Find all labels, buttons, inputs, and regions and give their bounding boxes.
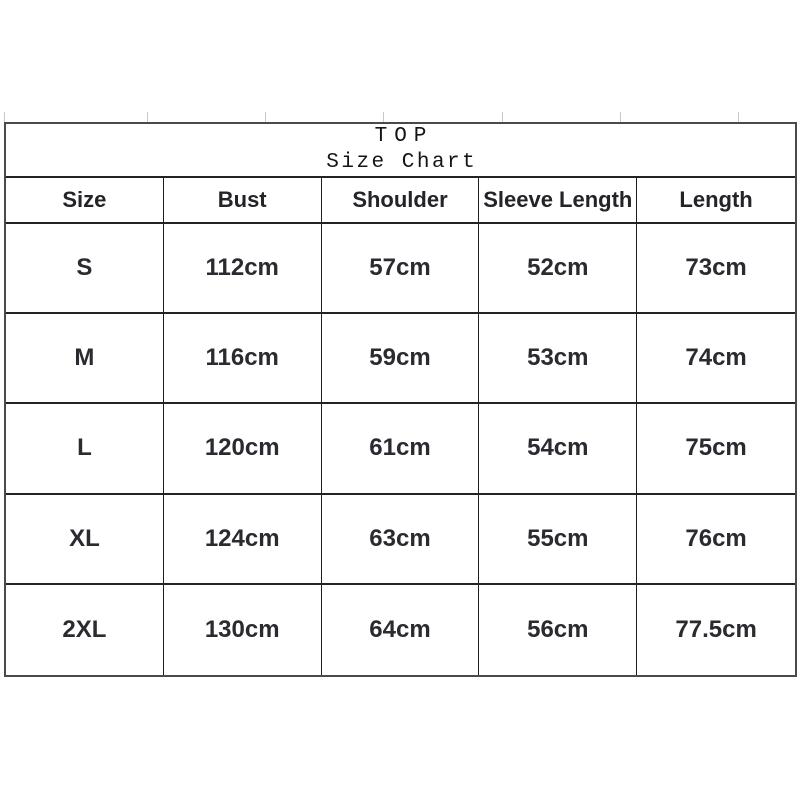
gridline-tick: [738, 112, 739, 122]
column-header-length: Length: [637, 178, 795, 224]
table-cell-2xl-shoulder: 64cm: [322, 585, 480, 675]
table-cell-m-sleeve-length: 53cm: [479, 314, 637, 404]
table-title-line-2: Size Chart: [326, 151, 478, 174]
column-header-shoulder: Shoulder: [322, 178, 480, 224]
table-cell-s-sleeve-length: 52cm: [479, 224, 637, 314]
table-cell-size-l: L: [6, 404, 164, 494]
table-cell-2xl-length: 77.5cm: [675, 615, 757, 643]
table-title: [6, 124, 795, 178]
table-cell-xl-shoulder: 63cm: [322, 495, 480, 585]
table-cell-size-s: S: [6, 224, 164, 314]
table-cell-size-m: M: [6, 314, 164, 404]
table-cell-l-bust: 120cm: [164, 404, 322, 494]
column-header-size: Size: [6, 178, 164, 224]
gridline-tick: [4, 112, 5, 122]
gridline-tick: [265, 112, 266, 122]
table-cell-l-length: 75cm: [637, 404, 795, 494]
gridline-tick: [147, 112, 148, 122]
table-cell-size-2xl: 2XL: [6, 585, 164, 675]
gridline-tick: [620, 112, 621, 122]
column-header-bust: Bust: [164, 178, 322, 224]
table-cell-m-length: 74cm: [637, 314, 795, 404]
table-cell-m-shoulder: 59cm: [322, 314, 480, 404]
table-cell-l-sleeve-length: 54cm: [479, 404, 637, 494]
gridline-tick: [502, 112, 503, 122]
table-cell-xl-sleeve-length: 55cm: [479, 495, 637, 585]
table-cell-s-shoulder: 57cm: [322, 224, 480, 314]
table-cell-size-xl: XL: [6, 495, 164, 585]
table-cell-2xl-sleeve-length: 56cm: [479, 585, 637, 675]
column-header-sleeve-length: Sleeve Length: [479, 178, 637, 224]
table-title-line-1: TOP: [374, 125, 434, 148]
table-cell-s-bust: 112cm: [164, 224, 322, 314]
table-cell-2xl-bust: 130cm: [164, 585, 322, 675]
gridline-tick: [383, 112, 384, 122]
table-cell-xl-bust: 124cm: [164, 495, 322, 585]
table-cell-l-shoulder: 61cm: [322, 404, 480, 494]
table-cell-m-bust: 116cm: [164, 314, 322, 404]
table-cell-s-length: 73cm: [637, 224, 795, 314]
table-cell-xl-length: 76cm: [637, 495, 795, 585]
size-chart-table: [4, 122, 797, 677]
